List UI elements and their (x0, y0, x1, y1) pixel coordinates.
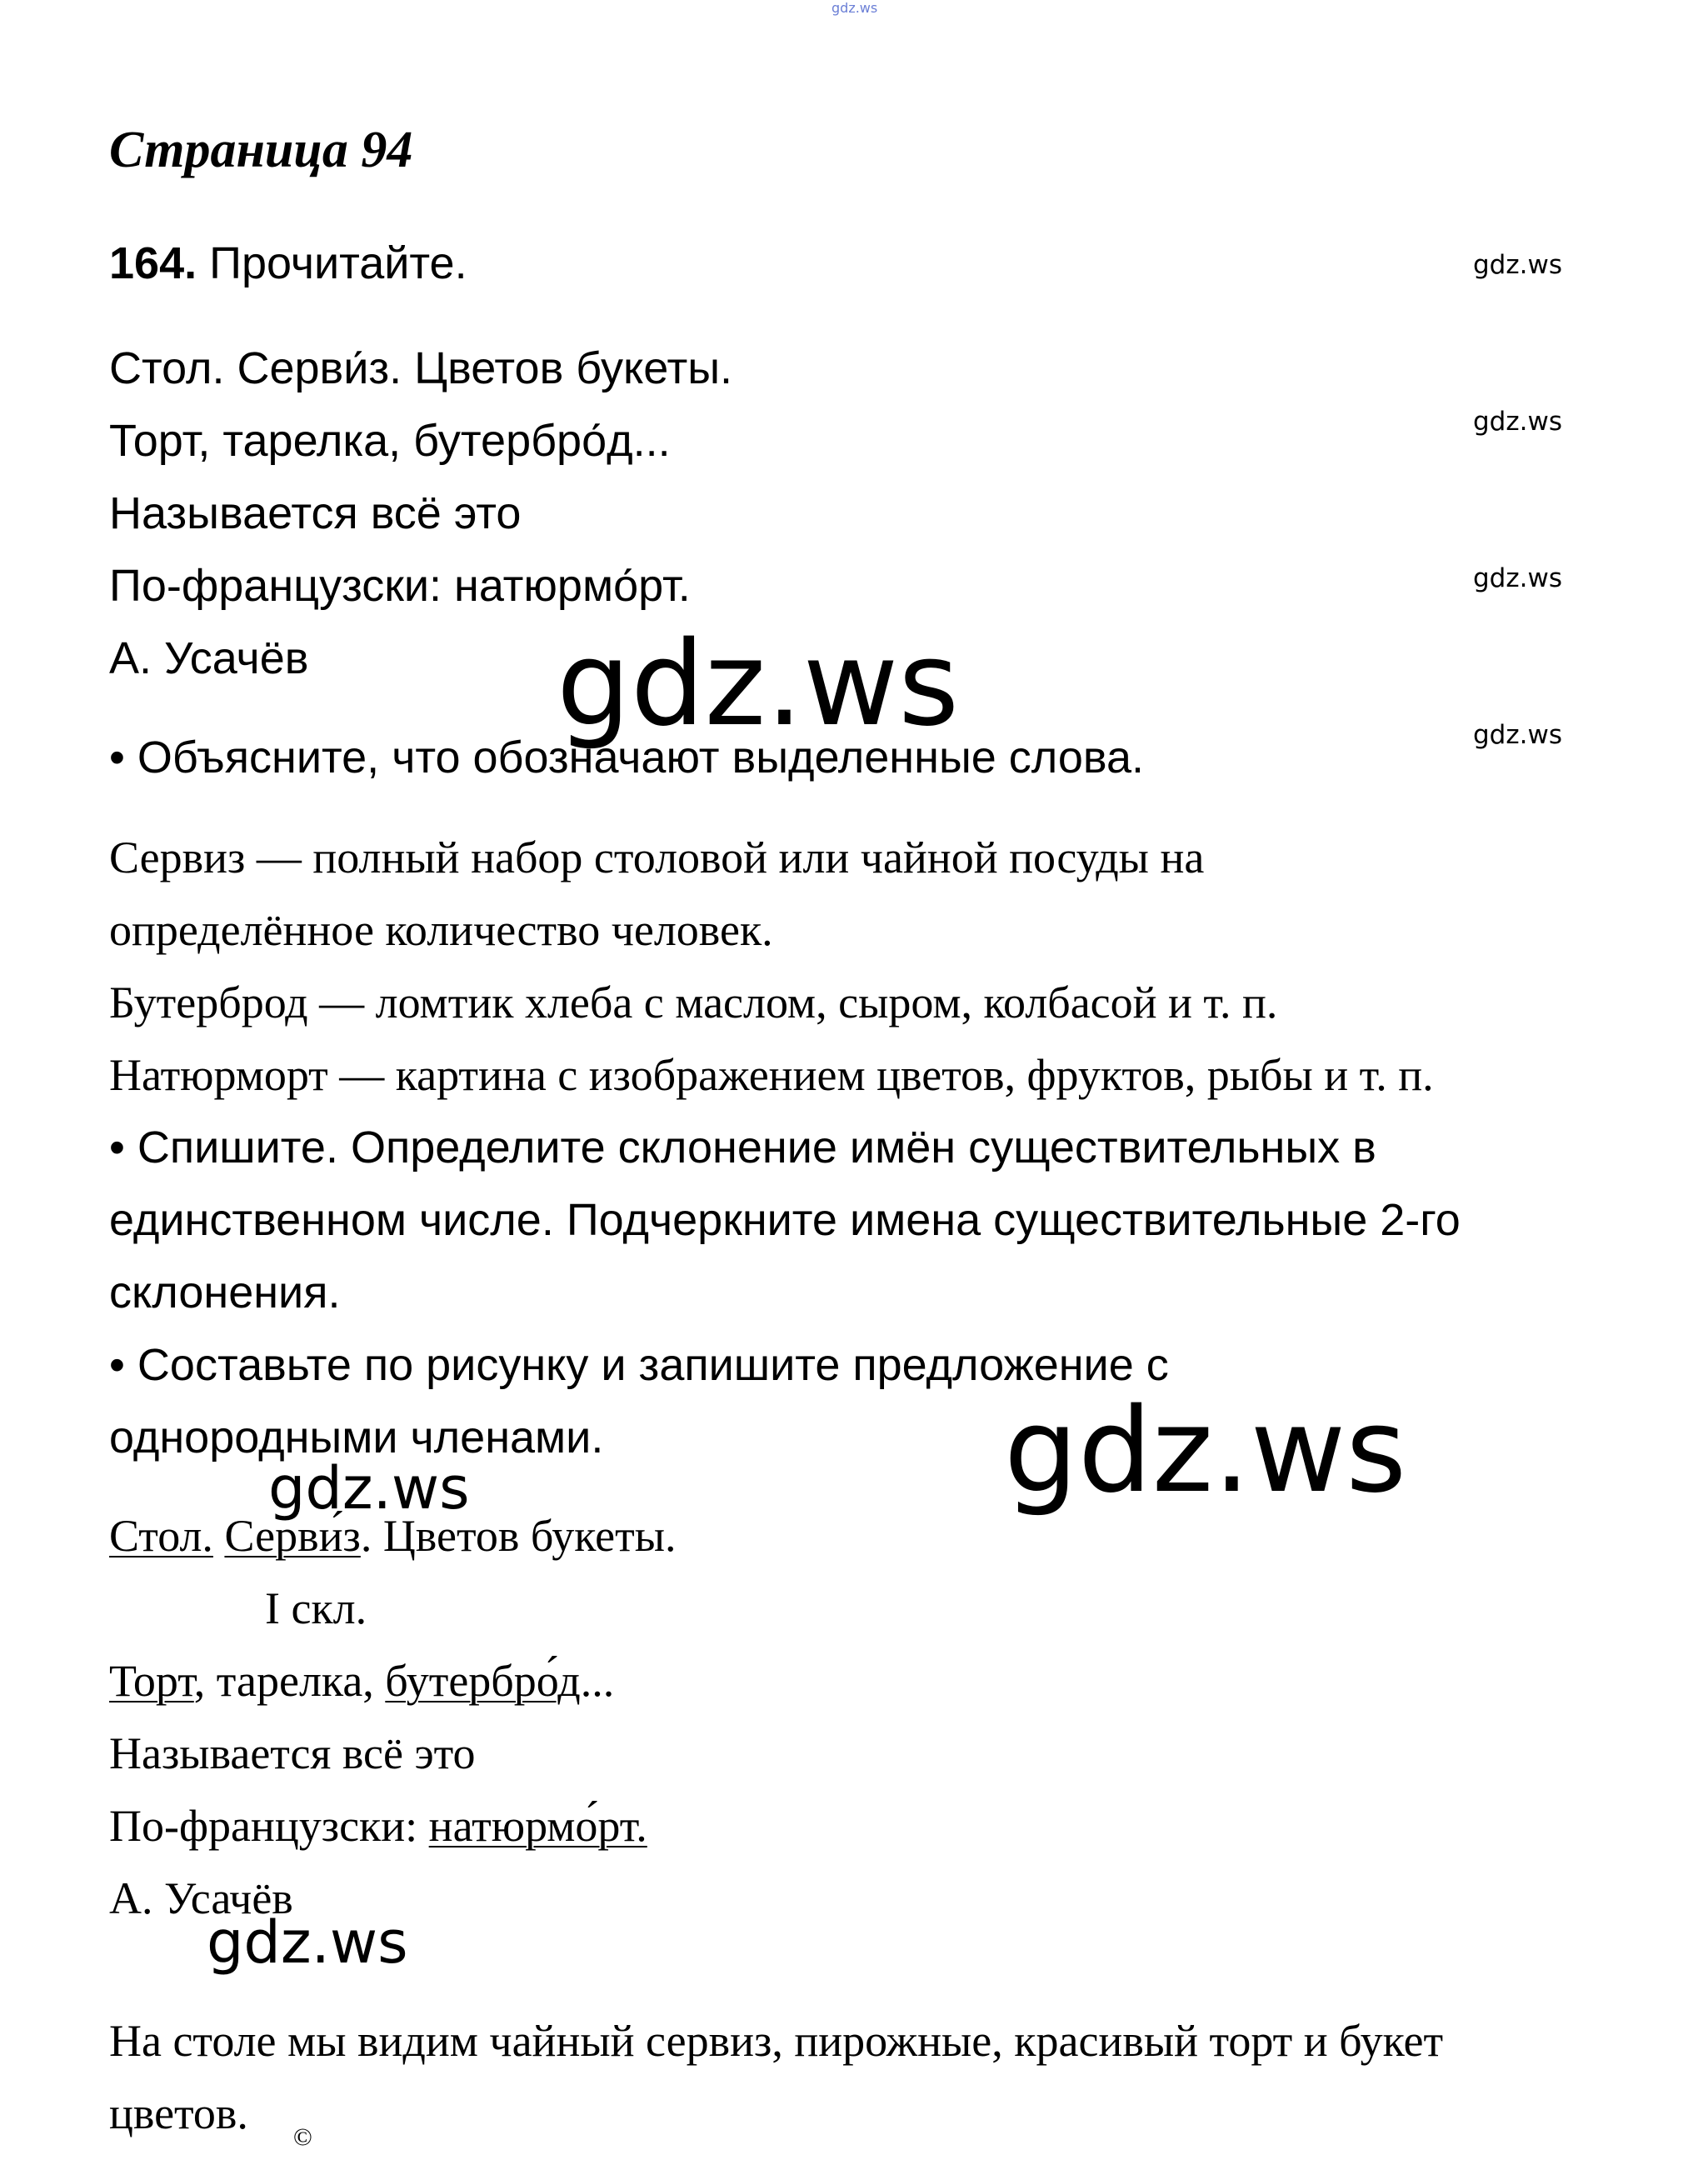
answer-line-4 (109, 1800, 647, 1852)
poem-line-2: Торт, тарелка, бутербро́д... (109, 416, 671, 466)
poem-line-4: По-французски: натюрмо́рт. (109, 561, 691, 611)
watermark-side-1: gdz.ws (1473, 250, 1562, 280)
poem-line-1: Стол. Серви́з. Цветов букеты. (109, 343, 733, 393)
answer-sentence-line-2: цветов. (109, 2088, 248, 2138)
definition-line-4: Натюрморт — картина с изображением цветов, фруктов, рыбы и т. п. (109, 1050, 1434, 1100)
bullet-explain: • Объясните, что обозначают выделенные слова. (109, 732, 1145, 782)
watermark-side-3: gdz.ws (1473, 563, 1562, 593)
underlined-word-naturmort: натюрмо́рт. (428, 1801, 647, 1851)
definition-line-3: Бутерброд — ломтик хлеба с маслом, сыром, колбасой и т. п. (109, 978, 1278, 1028)
watermark-mid-2: gdz.ws (207, 1908, 408, 1977)
answer-author: А. Усачёв (109, 1873, 293, 1923)
underlined-word-tort: Торт (109, 1656, 194, 1706)
copyright-mark: © (293, 2123, 312, 2151)
answer-line-2 (109, 1655, 614, 1707)
answer-line-4-prefix: По-французски: (109, 1801, 429, 1851)
answer-line-1-rest: . Цветов букеты. (360, 1511, 677, 1561)
bullet-compose-line-1: • Составьте по рисунку и запишите предложение с (109, 1340, 1169, 1390)
task-number: 164. (109, 238, 197, 288)
underlined-word-stol: Стол. (109, 1511, 213, 1561)
watermark-big-1: gdz.ws (557, 617, 960, 752)
watermark-side-2: gdz.ws (1473, 407, 1562, 437)
underlined-word-buterbrod: бутербро́д (385, 1656, 581, 1706)
underlined-word-serviz: Серви́з (224, 1511, 361, 1561)
watermark-side-4: gdz.ws (1473, 720, 1562, 750)
answer-line-2-rest: ... (580, 1656, 615, 1706)
answer-line-2-middle: , тарелка, (193, 1656, 386, 1706)
poem-line-3: Называется всё это (109, 488, 522, 538)
declension-note: I скл. (265, 1583, 367, 1633)
watermark-mid-1: gdz.ws (268, 1454, 470, 1522)
space (213, 1511, 225, 1561)
bullet-copy-line-2: единственном числе. Подчеркните имена существительные 2-го (109, 1195, 1461, 1245)
bullet-copy-line-3: склонения. (109, 1268, 341, 1318)
task-instruction: Прочитайте. (209, 238, 467, 288)
answer-line-1 (109, 1510, 677, 1562)
answer-sentence-line-1: На столе мы видим чайный сервиз, пирожные, красивый торт и букет (109, 2016, 1444, 2066)
definition-line-1: Сервиз — полный набор столовой или чайной посуды на (109, 832, 1205, 882)
watermark-big-2: gdz.ws (1004, 1383, 1407, 1519)
definition-line-2: определённое количество человек. (109, 905, 773, 955)
poem-author: А. Усачёв (109, 633, 309, 683)
bullet-copy-line-1: • Спишите. Определите склонение имён существительных в (109, 1122, 1376, 1172)
watermark-top: gdz.ws (832, 0, 878, 16)
task-heading (109, 238, 467, 289)
page-title: Страница 94 (109, 122, 413, 178)
answer-line-3: Называется всё это (109, 1728, 476, 1778)
bullet-compose-line-2: однородными членами. (109, 1412, 604, 1462)
